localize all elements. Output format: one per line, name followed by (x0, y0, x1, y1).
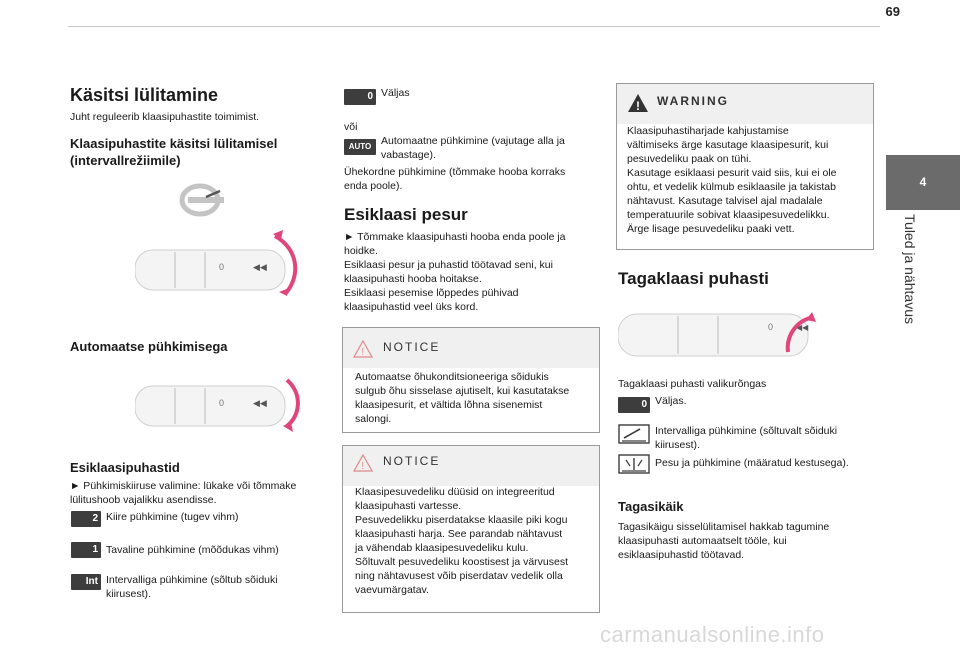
chapter-number: 4 (919, 175, 927, 189)
notice2-line-5: ja vähendab klaasipesuvedeliku kulu. (355, 542, 529, 554)
ring-label: Tagaklaasi puhasti valikurõngas (618, 378, 767, 390)
item-interval-line2: kiirusest). (106, 588, 151, 600)
svg-text:0: 0 (219, 398, 225, 408)
or-text: või (344, 121, 358, 133)
notice1-line-3: klaasipesurit, et vältida lõhna sisenemist (355, 399, 543, 411)
notice-header-2 (343, 446, 599, 486)
section-title-rear-wiper: Tagaklaasi puhasti (618, 269, 769, 288)
rear-wash-text: Pesu ja pühkimine (määratud kestusega). (655, 457, 849, 469)
notice2-line-8: vaevumärgatav. (355, 584, 429, 596)
svg-text:!: ! (361, 347, 365, 358)
chapter-title-vertical (900, 212, 920, 352)
wiper-stalk-figure-1 (135, 228, 307, 302)
notice2-line-2: klaasipuhasti vartesse. (355, 500, 462, 512)
subsection-interval-line1: Klaasipuhastite käsitsi lülitamisel (70, 136, 278, 151)
svg-text:0: 0 (219, 262, 225, 272)
chapter-title: Tuled ja nähtavus (902, 214, 918, 324)
subsection-interval-line2: (intervallrežiimile) (70, 153, 181, 168)
warning-line-8: Ärge lisage pesuvedeliku paaki vett. (627, 223, 795, 235)
badge-speed-2: 2 (71, 511, 101, 527)
steering-wheel-icon (178, 183, 228, 217)
watermark: carmanualsonline.info (600, 622, 825, 647)
washer-line-2: hoidke. (344, 245, 378, 257)
warning-line-3: pesuvedeliku paak on tühi. (627, 153, 752, 165)
auto-wipe-line2: vabastage). (381, 149, 436, 161)
warning-line-6: nähtavust. Kasutage talvisel ajal madalale (627, 195, 823, 207)
warning-line-4: Kasutage esiklaasi pesurit vaid siis, kui ei ole (627, 167, 837, 179)
notice2-line-1: Klaasipesuvedeliku düüsid on integreeritud (355, 486, 555, 498)
subsection-front-wipers: Esiklaasipuhastid (70, 460, 180, 475)
notice2-line-7: ning nähtavusest võib piserdatav vedelik olla (355, 570, 563, 582)
notice-triangle-icon (353, 454, 373, 472)
washer-line-5: Esiklaasi pesemise lõppedes pühivad (344, 287, 519, 299)
badge-off: 0 (344, 89, 376, 105)
svg-text:!: ! (361, 461, 365, 472)
washer-line-1: ► Tõmmake klaasipuhasti hooba enda poole ja (344, 231, 566, 243)
warning-line-7: temperatuurile sobivat klaasipesuvedelikku. (627, 209, 830, 221)
notice-title-1: NOTICE (383, 340, 441, 354)
notice-title-2: NOTICE (383, 454, 441, 468)
wiper-stalk-figure-2 (135, 374, 307, 440)
reverse-line-3: esiklaasipuhastid töötavad. (618, 549, 745, 561)
svg-text:0: 0 (768, 322, 774, 332)
intro-text: Juht reguleerib klaasipuhastite toimimist. (70, 111, 260, 123)
single-wipe-line2: enda poole). (344, 180, 403, 192)
reverse-line-2: klaasipuhasti automaatselt tööle, kui (618, 535, 787, 547)
badge-speed-1: 1 (71, 542, 101, 558)
svg-text:◀◀: ◀◀ (253, 398, 267, 408)
header-rule (68, 26, 880, 27)
notice-box-2 (342, 445, 600, 613)
warning-line-2: vältimiseks ärge kasutage klaasipesurit, kui (627, 139, 829, 151)
notice2-line-3: Pesuvedelikku piserdatakse klaasile piki kogu (355, 514, 568, 526)
speed-bullet-line2: lülitushoob vajalikku asendisse. (70, 494, 217, 506)
rear-off-text: Väljas. (655, 395, 687, 407)
off-label: Väljas (381, 87, 410, 99)
notice-triangle-icon (353, 340, 373, 358)
rear-interval-line1: Intervalliga pühkimine (sõltuvalt sõiduki (655, 425, 838, 437)
rear-wash-wipe-icon (618, 454, 650, 474)
rear-interval-wipe-icon (618, 424, 650, 444)
washer-line-6: klaasipuhastid veel üks kord. (344, 301, 479, 313)
subsection-auto: Automaatse pühkimisega (70, 339, 228, 354)
badge-rear-off: 0 (618, 397, 650, 413)
notice-box-1 (342, 327, 600, 433)
section-title-manual: Käsitsi lülitamine (70, 85, 219, 105)
washer-line-3: Esiklaasi pesur ja puhastid töötavad seni, kui (344, 259, 553, 271)
notice1-line-2: sulgub õhu sisselase ajutiselt, kui kasutatakse (355, 385, 570, 397)
item-normal-wipe: Tavaline pühkimine (mõõdukas vihm) (106, 544, 279, 556)
washer-line-4: klaasipuhasti hooba hoitakse. (344, 273, 482, 285)
svg-text:◀◀: ◀◀ (253, 262, 267, 272)
notice2-line-6: Sõltuvalt pesuvedeliku koostisest ja värvusest (355, 556, 569, 568)
auto-wipe-line1: Automaatne pühkimine (vajutage alla ja (381, 135, 565, 147)
item-fast-wipe: Kiire pühkimine (tugev vihm) (106, 511, 239, 523)
warning-triangle-icon (627, 93, 649, 113)
warning-line-5: ohtu, et vedelik külmub esiklaasile ja takistab (627, 181, 836, 193)
svg-text:!: ! (636, 99, 640, 113)
speed-bullet-line1: ► Pühkimiskiiruse valimine: lükake või tõmmake (70, 480, 297, 492)
page-number: 69 (885, 4, 900, 19)
notice-header-1 (343, 328, 599, 368)
single-wipe-line1: Ühekordne pühkimine (tõmmake hooba korraks (344, 166, 566, 178)
rear-wiper-stalk-figure (618, 300, 824, 368)
warning-title: WARNING (657, 94, 729, 108)
section-title-washer: Esiklaasi pesur (344, 205, 468, 224)
reverse-line-1: Tagasikäigu sisselülitamisel hakkab tagumine (618, 521, 830, 533)
rear-interval-line2: kiirusest). (655, 439, 700, 451)
warning-line-1: Klaasipuhastiharjade kahjustamise (627, 125, 789, 137)
notice1-line-4: salongi. (355, 413, 392, 425)
svg-text:◀◀: ◀◀ (796, 323, 809, 332)
badge-auto: AUTO (344, 139, 376, 155)
notice1-line-1: Automaatse õhukonditsioneeriga sõidukis (355, 371, 549, 383)
item-interval-line1: Intervalliga pühkimine (sõltub sõiduki (106, 574, 278, 586)
subsection-reverse: Tagasikäik (618, 499, 684, 514)
warning-box (616, 83, 874, 250)
warning-header (617, 84, 873, 124)
badge-interval: Int (71, 574, 101, 590)
notice2-line-4: klaasipuhasti harja. See parandab nähtavust (355, 528, 563, 540)
